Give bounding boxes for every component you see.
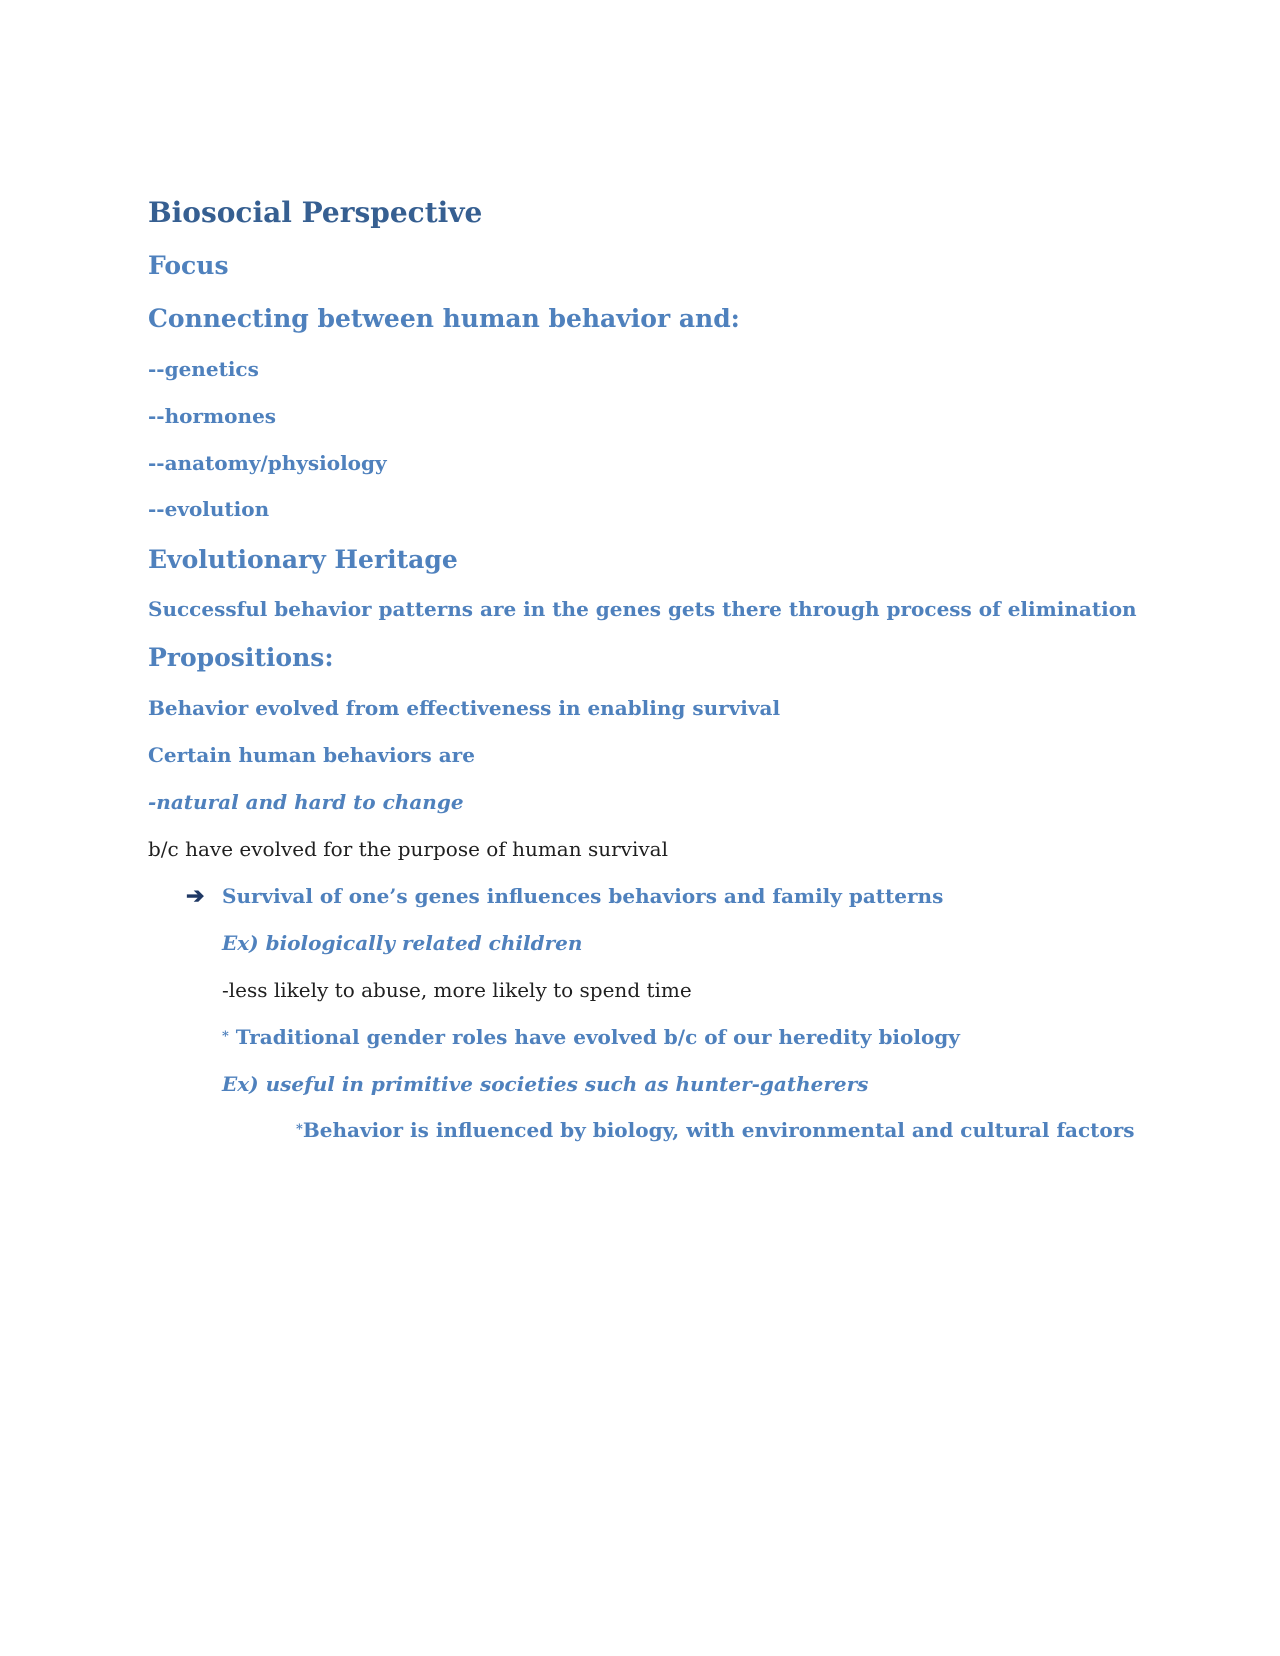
- arrow-bullet-icon: ➔: [186, 883, 205, 909]
- because-text: b/c have evolved for the purpose of human survival: [148, 837, 668, 861]
- proposition-1: Behavior evolved from effectiveness in enabling survival: [148, 696, 781, 720]
- document-title: Biosocial Perspective: [148, 196, 483, 229]
- less-likely-text: -less likely to abuse, more likely to spend time: [222, 978, 692, 1002]
- connection-item-genetics: --genetics: [148, 357, 259, 381]
- behavior-line: [296, 1118, 1135, 1142]
- survival-text: Survival of one’s genes influences behaviors and family patterns: [222, 884, 944, 908]
- evolutionary-text: Successful behavior patterns are in the genes gets there through process of elimination: [148, 597, 1137, 621]
- focus-heading: Focus: [148, 251, 229, 280]
- star-bullet-icon: *: [222, 1029, 229, 1044]
- evolutionary-heading: Evolutionary Heritage: [148, 545, 458, 574]
- natural-text: -natural and hard to change: [148, 790, 464, 814]
- traditional-line: [222, 1025, 960, 1049]
- proposition-2: Certain human behaviors are: [148, 743, 475, 767]
- example-1: Ex) biologically related children: [222, 931, 583, 955]
- connection-item-evolution: --evolution: [148, 497, 270, 521]
- star-bullet-icon: *: [296, 1122, 303, 1137]
- traditional-text: Traditional gender roles have evolved b/c of our heredity biology: [235, 1025, 960, 1049]
- connecting-heading: Connecting between human behavior and:: [148, 304, 740, 333]
- behavior-text: Behavior is influenced by biology, with environmental and cultural factors: [302, 1118, 1135, 1142]
- example-2: Ex) useful in primitive societies such as hunter-gatherers: [222, 1072, 869, 1096]
- connection-item-hormones: --hormones: [148, 404, 277, 428]
- connection-item-anatomy: --anatomy/physiology: [148, 451, 387, 475]
- propositions-heading: Propositions:: [148, 643, 334, 672]
